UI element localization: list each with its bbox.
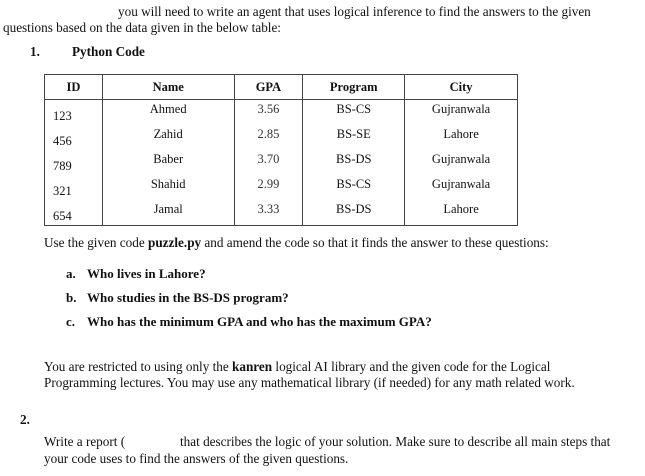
question-letter: a. [66, 266, 76, 281]
instruction-text-after: and amend the code so that it finds the answer to these questions: [201, 235, 549, 250]
header-city: City [405, 75, 518, 100]
cell-city: Lahore [405, 200, 518, 226]
restriction-line-1 [44, 359, 550, 375]
cell-city: Gujranwala [405, 150, 518, 175]
cell-city: Lahore [405, 125, 518, 150]
cell-gpa: 3.33 [234, 200, 303, 226]
cell-program: BS-CS [303, 100, 405, 126]
question-text: Who has the minimum GPA and who has the maximum GPA? [87, 314, 432, 329]
table-row [45, 100, 518, 126]
cell-id: 321 [45, 175, 103, 200]
instruction-filename: puzzle.py [148, 235, 202, 250]
cell-program: BS-DS [303, 150, 405, 175]
header-id: ID [45, 75, 103, 100]
question-text: Who studies in the BS-DS program? [87, 290, 289, 305]
question-a [66, 266, 206, 282]
section-2-number: 2. [20, 412, 30, 427]
cell-name: Baber [102, 150, 234, 175]
intro-line-2: questions based on the data given in the below table: [3, 20, 281, 35]
cell-id: 456 [45, 125, 103, 150]
cell-name: Shahid [102, 175, 234, 200]
cell-name: Jamal [102, 200, 234, 226]
report-line-1a: Write a report ( [44, 434, 126, 449]
restriction-text-before: You are restricted to using only the [44, 359, 233, 374]
question-letter: b. [66, 290, 77, 305]
cell-program: BS-SE [303, 125, 405, 150]
question-letter: c. [66, 314, 76, 329]
cell-id: 654 [45, 200, 103, 226]
header-program: Program [303, 75, 405, 100]
intro-line-1: you will need to write an agent that uses logical inference to find the answers to the given [118, 4, 591, 19]
cell-gpa: 3.56 [234, 100, 303, 126]
table-header-row [45, 75, 518, 100]
cell-program: BS-CS [303, 175, 405, 200]
cell-gpa: 3.70 [234, 150, 303, 175]
student-data-table [44, 74, 518, 226]
table-row [45, 125, 518, 150]
cell-program: BS-DS [303, 200, 405, 226]
cell-id: 789 [45, 150, 103, 175]
restriction-line-2: Programming lectures. You may use any mathematical library (if needed) for any math related work. [44, 375, 575, 390]
instruction-text-before: Use the given code [44, 235, 148, 250]
header-gpa: GPA [234, 75, 303, 100]
cell-city: Gujranwala [405, 175, 518, 200]
restriction-text-after: logical AI library and the given code for the Logical [272, 359, 551, 374]
report-line-1b: that describes the logic of your solution. Make sure to describe all main steps that [180, 434, 611, 449]
restriction-library: kanren [232, 359, 273, 374]
section-1-title: Python Code [72, 44, 145, 59]
cell-name: Zahid [102, 125, 234, 150]
section-1-number: 1. [30, 44, 40, 59]
question-b [66, 290, 289, 306]
table-row [45, 150, 518, 175]
instruction-paragraph [44, 235, 549, 251]
cell-name: Ahmed [102, 100, 234, 126]
cell-gpa: 2.99 [234, 175, 303, 200]
cell-gpa: 2.85 [234, 125, 303, 150]
table-row [45, 175, 518, 200]
cell-id: 123 [45, 100, 103, 126]
question-text: Who lives in Lahore? [87, 266, 206, 281]
report-line-2: your code uses to find the answers of the given questions. [44, 451, 349, 466]
header-name: Name [102, 75, 234, 100]
table-row [45, 200, 518, 226]
question-c [66, 314, 432, 330]
cell-city: Gujranwala [405, 100, 518, 126]
